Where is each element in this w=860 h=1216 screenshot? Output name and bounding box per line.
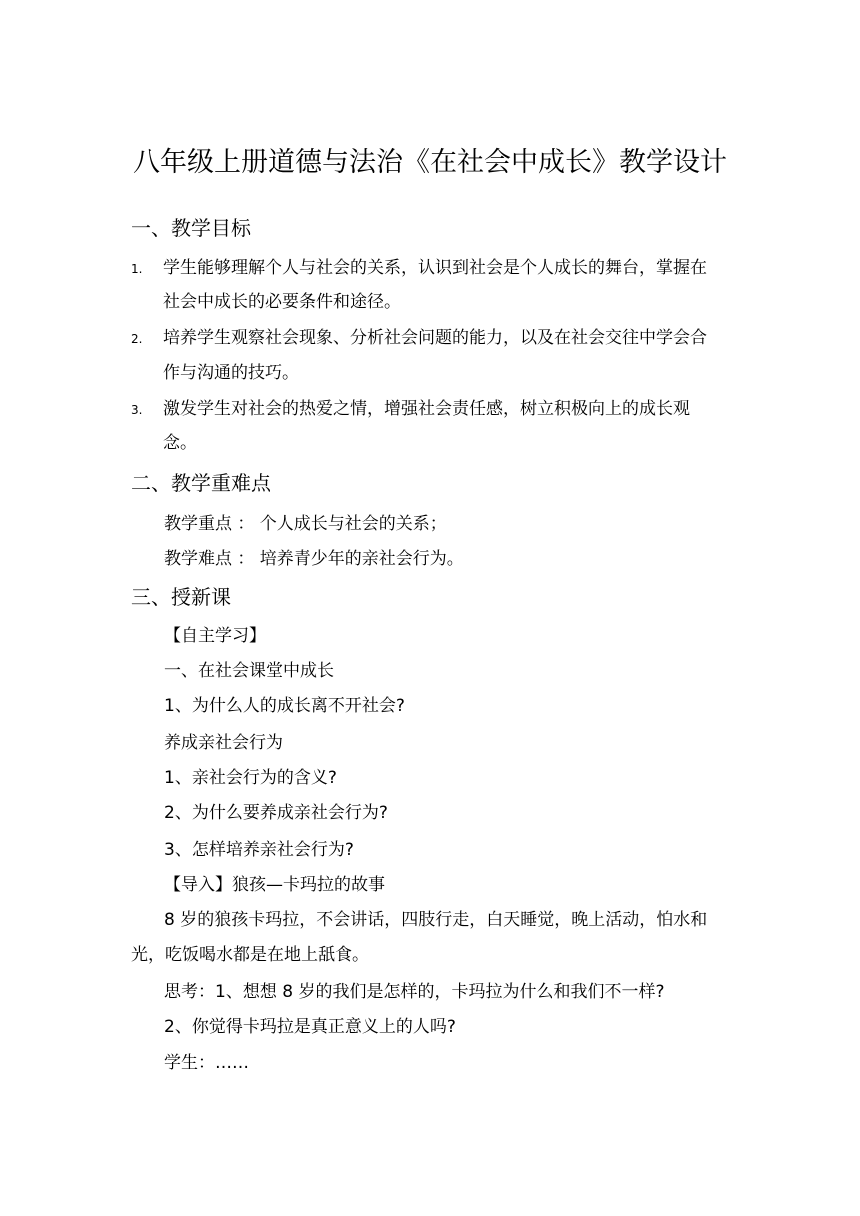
story-line: 光，吃饭喝水都是在地上舐食。 (131, 945, 369, 965)
section-heading-objectives: 一、教学目标 (131, 216, 251, 240)
list-item-line: 激发学生对社会的热爱之情，增强社会责任感，树立积极向上的成长观 (163, 399, 690, 419)
think-line: 思考：1、想想 8 岁的我们是怎样的，卡玛拉为什么和我们不一样? (164, 982, 665, 1002)
key-point-line: 教学重点 ： 个人成长与社会的关系； (164, 514, 447, 534)
paragraph-line: 养成亲社会行为 (164, 733, 283, 753)
list-number: 3. (131, 403, 143, 417)
list-number: 1. (131, 262, 143, 276)
paragraph-line: 1、为什么人的成长离不开社会? (164, 696, 405, 716)
document-title: 八年级上册道德与法治《在社会中成长》教学设计 (133, 147, 727, 178)
list-item-line: 培养学生观察社会现象、分析社会问题的能力，以及在社会交往中学会合 (163, 328, 707, 348)
section-heading-key-points: 二、教学重难点 (131, 471, 271, 495)
paragraph-line: 1、亲社会行为的含义? (164, 768, 337, 788)
paragraph-line: 2、为什么要养成亲社会行为? (164, 803, 388, 823)
list-item-line: 念。 (163, 433, 197, 453)
section-heading-new-lesson: 三、授新课 (131, 585, 231, 609)
paragraph-line: 【自主学习】 (164, 626, 266, 646)
story-line: 8 岁的狼孩卡玛拉，不会讲话，四肢行走，白天睡觉，晚上活动，怕水和 (164, 910, 708, 930)
think-line: 学生：…… (164, 1053, 249, 1073)
paragraph-line: 3、怎样培养亲社会行为? (164, 840, 354, 860)
difficult-point-line: 教学难点 ： 培养青少年的亲社会行为。 (164, 549, 464, 569)
paragraph-line: 【导入】狼孩—卡玛拉的故事 (164, 875, 385, 895)
list-item-line: 社会中成长的必要条件和途径。 (163, 292, 401, 312)
think-line: 2、你觉得卡玛拉是真正意义上的人吗? (164, 1017, 456, 1037)
list-item-line: 作与沟通的技巧。 (163, 363, 299, 383)
list-item-line: 学生能够理解个人与社会的关系，认识到社会是个人成长的舞台，掌握在 (163, 258, 707, 278)
paragraph-line: 一、在社会课堂中成长 (164, 661, 334, 681)
list-number: 2. (131, 332, 143, 346)
